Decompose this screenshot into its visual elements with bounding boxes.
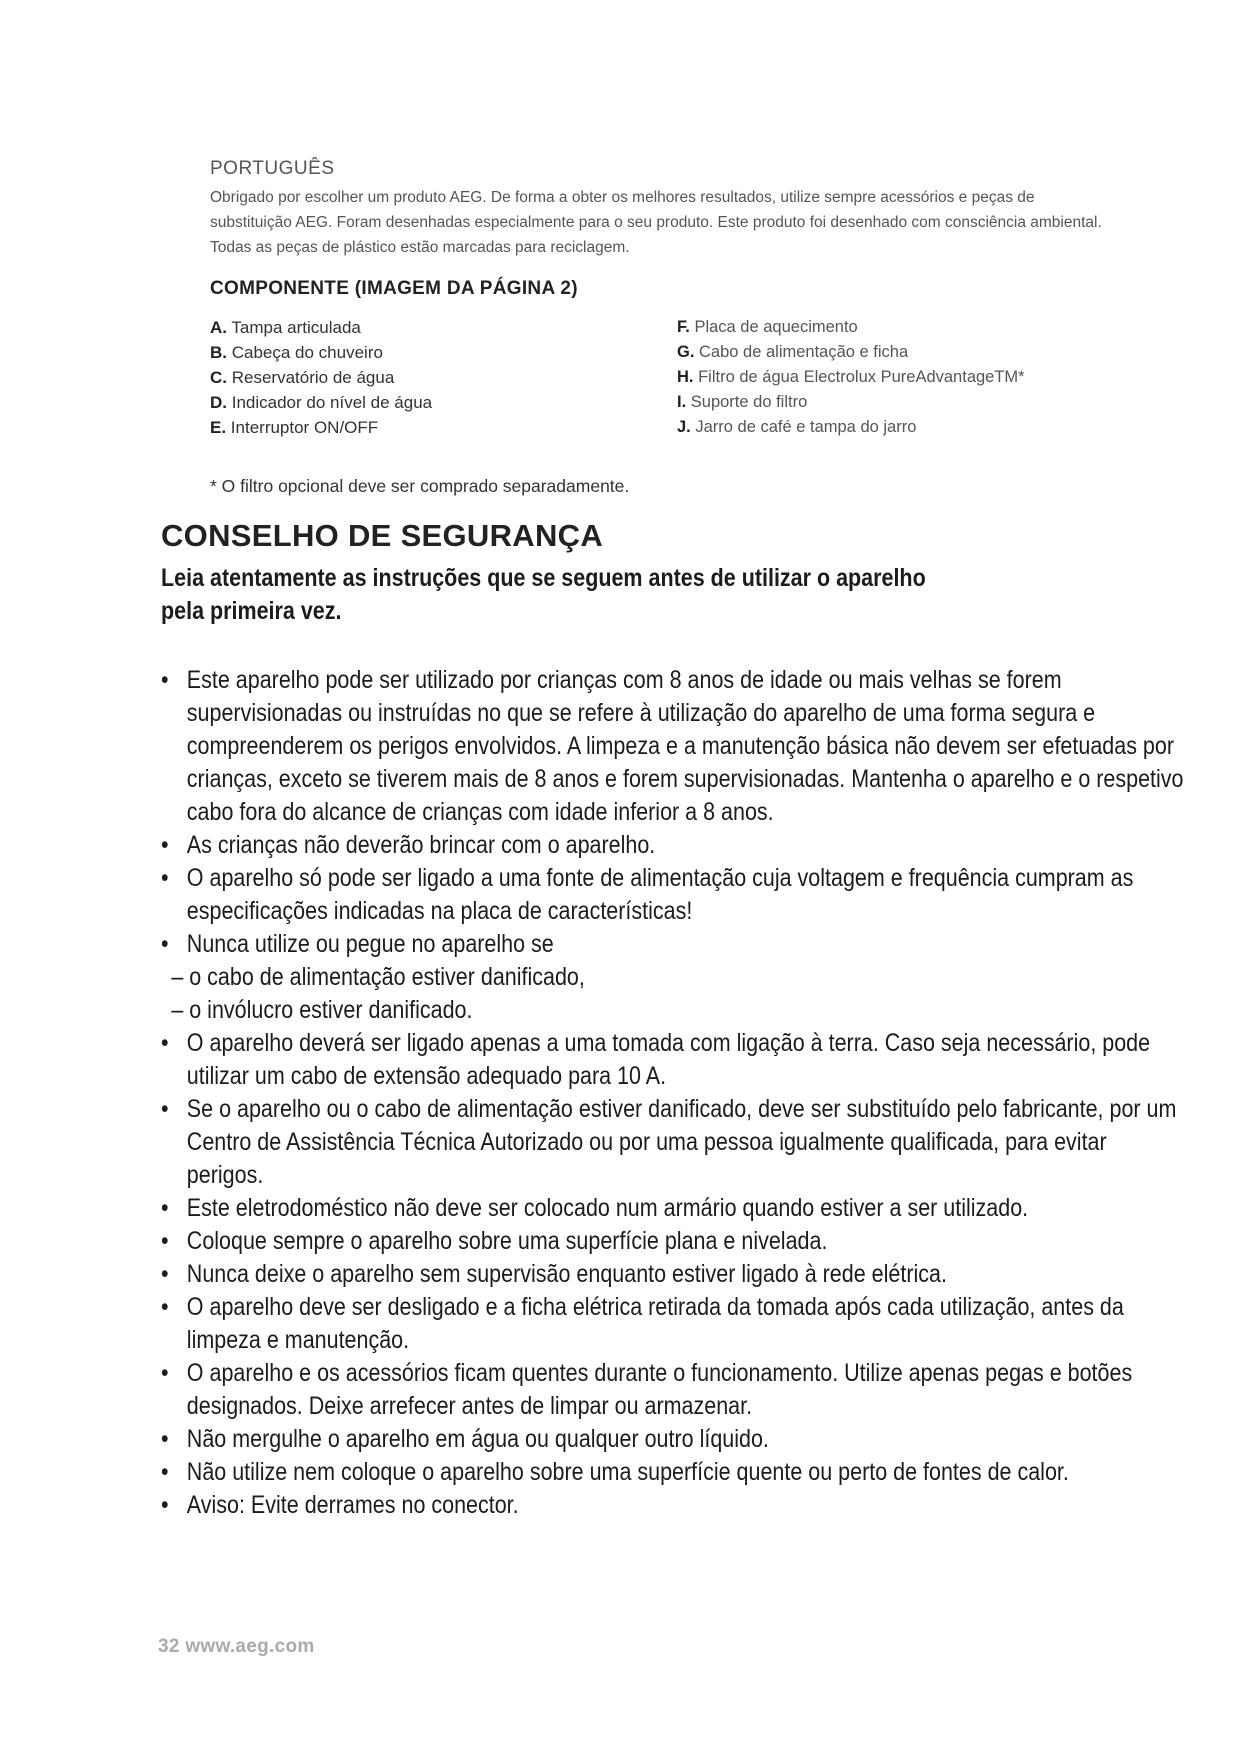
safety-subrule: – o invólucro estiver danificado. — [171, 996, 473, 1024]
component-label: Cabeça do chuveiro — [231, 343, 383, 362]
safety-title: CONSELHO DE SEGURANÇA — [161, 518, 604, 553]
component-item-a — [210, 315, 432, 340]
safety-rule: • Nunca deixe o aparelho sem supervisão enquanto estiver ligado à rede elétrica. — [161, 1258, 1184, 1291]
page-footer: 32 www.aeg.com — [158, 1636, 315, 1657]
intro-paragraph: Obrigado por escolher um produto AEG. De forma a obter os melhores resultados, utilize sempre acessórios e peças de substituição AEG. Foram desenhadas especialmente para o seu produto. Este produto foi desenhado com consciência ambiental. Todas as peças de plástico estão marcadas para reciclagem. — [210, 189, 1102, 256]
component-item-d — [210, 390, 432, 415]
safety-rule: • As crianças não deverão brincar com o aparelho. — [161, 829, 1184, 862]
component-label: Indicador do nível de água — [231, 393, 433, 412]
component-letter: J. — [677, 418, 691, 436]
component-label: Suporte do filtro — [690, 393, 808, 411]
component-item-e — [210, 415, 432, 440]
safety-subrule: – o cabo de alimentação estiver danificado, — [171, 963, 585, 991]
filter-footnote: * O filtro opcional deve ser comprado separadamente. — [210, 476, 630, 496]
component-letter: C. — [210, 368, 227, 387]
safety-rule: • Se o aparelho ou o cabo de alimentação estiver danificado, deve ser substituído pelo fabricante, por um Centro de Assistência Técnica Autorizado ou por uma pessoa igualmente qualificada, para evitar perigos. — [161, 1093, 1184, 1192]
component-letter: B. — [210, 343, 227, 362]
safety-rule: • O aparelho e os acessórios ficam quentes durante o funcionamento. Utilize apenas pegas e botões designados. Deixe arrefecer antes de limpar ou armazenar. — [161, 1357, 1184, 1423]
component-label: Interruptor ON/OFF — [230, 418, 379, 437]
safety-rule: • O aparelho deve ser desligado e a ficha elétrica retirada da tomada após cada utilização, antes da limpeza e manutenção. — [161, 1291, 1184, 1357]
component-letter: D. — [210, 393, 227, 412]
component-letter: E. — [210, 418, 227, 437]
safety-rule: • Coloque sempre o aparelho sobre uma superfície plana e nivelada. — [161, 1225, 1184, 1258]
safety-rule: • Nunca utilize ou pegue no aparelho se — [161, 928, 1184, 961]
component-letter: H. — [677, 368, 694, 386]
component-item-c — [210, 365, 432, 390]
safety-rule: • O aparelho só pode ser ligado a uma fonte de alimentação cuja voltagem e frequência cumpram as especificações indicadas na placa de características! — [161, 862, 1184, 928]
component-item-i — [677, 390, 1025, 415]
component-letter: A. — [210, 318, 227, 337]
component-letter: F. — [677, 318, 690, 336]
component-item-j — [677, 415, 1025, 440]
safety-rule: • Não utilize nem coloque o aparelho sobre uma superfície quente ou perto de fontes de calor. — [161, 1456, 1184, 1489]
safety-rule: • Não mergulhe o aparelho em água ou qualquer outro líquido. — [161, 1423, 1184, 1456]
safety-subtitle: Leia atentamente as instruções que se seguem antes de utilizar o aparelho pela primeira vez. — [161, 564, 926, 625]
components-list-right — [677, 315, 1025, 440]
component-letter: I. — [677, 393, 687, 411]
component-item-g — [677, 340, 1025, 365]
components-list-left — [210, 315, 432, 440]
safety-rule: • Este eletrodoméstico não deve ser colocado num armário quando estiver a ser utilizado. — [161, 1192, 1184, 1225]
component-label: Reservatório de água — [231, 368, 395, 387]
component-label: Filtro de água Electrolux PureAdvantageTM* — [698, 368, 1025, 386]
safety-rule: • O aparelho deverá ser ligado apenas a uma tomada com ligação à terra. Caso seja necessário, pode utilizar um cabo de extensão adequado para 10 A. — [161, 1027, 1184, 1093]
component-label: Jarro de café e tampa do jarro — [695, 418, 917, 436]
component-label: Placa de aquecimento — [694, 318, 858, 336]
component-letter: G. — [677, 343, 695, 361]
component-item-h — [677, 365, 1025, 390]
component-label: Cabo de alimentação e ficha — [699, 343, 909, 361]
component-item-b — [210, 340, 432, 365]
safety-rule: • Este aparelho pode ser utilizado por crianças com 8 anos de idade ou mais velhas se forem supervisionadas ou instruídas no que se refere à utilização do aparelho de uma forma segura e compreenderem os perigos envolvidos. A limpeza e a manutenção básica não devem ser efetuadas por crianças, exceto se tiverem mais de 8 anos e forem supervisionadas. Mantenha o aparelho e o respetivo cabo fora do alcance de crianças com idade inferior a 8 anos. — [161, 664, 1184, 829]
language-heading: PORTUGUÊS — [210, 158, 335, 179]
safety-rules-list — [161, 664, 1184, 1522]
component-label: Tampa articulada — [231, 318, 361, 337]
components-title: COMPONENTE (IMAGEM DA PÁGINA 2) — [210, 278, 578, 299]
safety-rule: • Aviso: Evite derrames no conector. — [161, 1489, 1184, 1522]
component-item-f — [677, 315, 1025, 340]
